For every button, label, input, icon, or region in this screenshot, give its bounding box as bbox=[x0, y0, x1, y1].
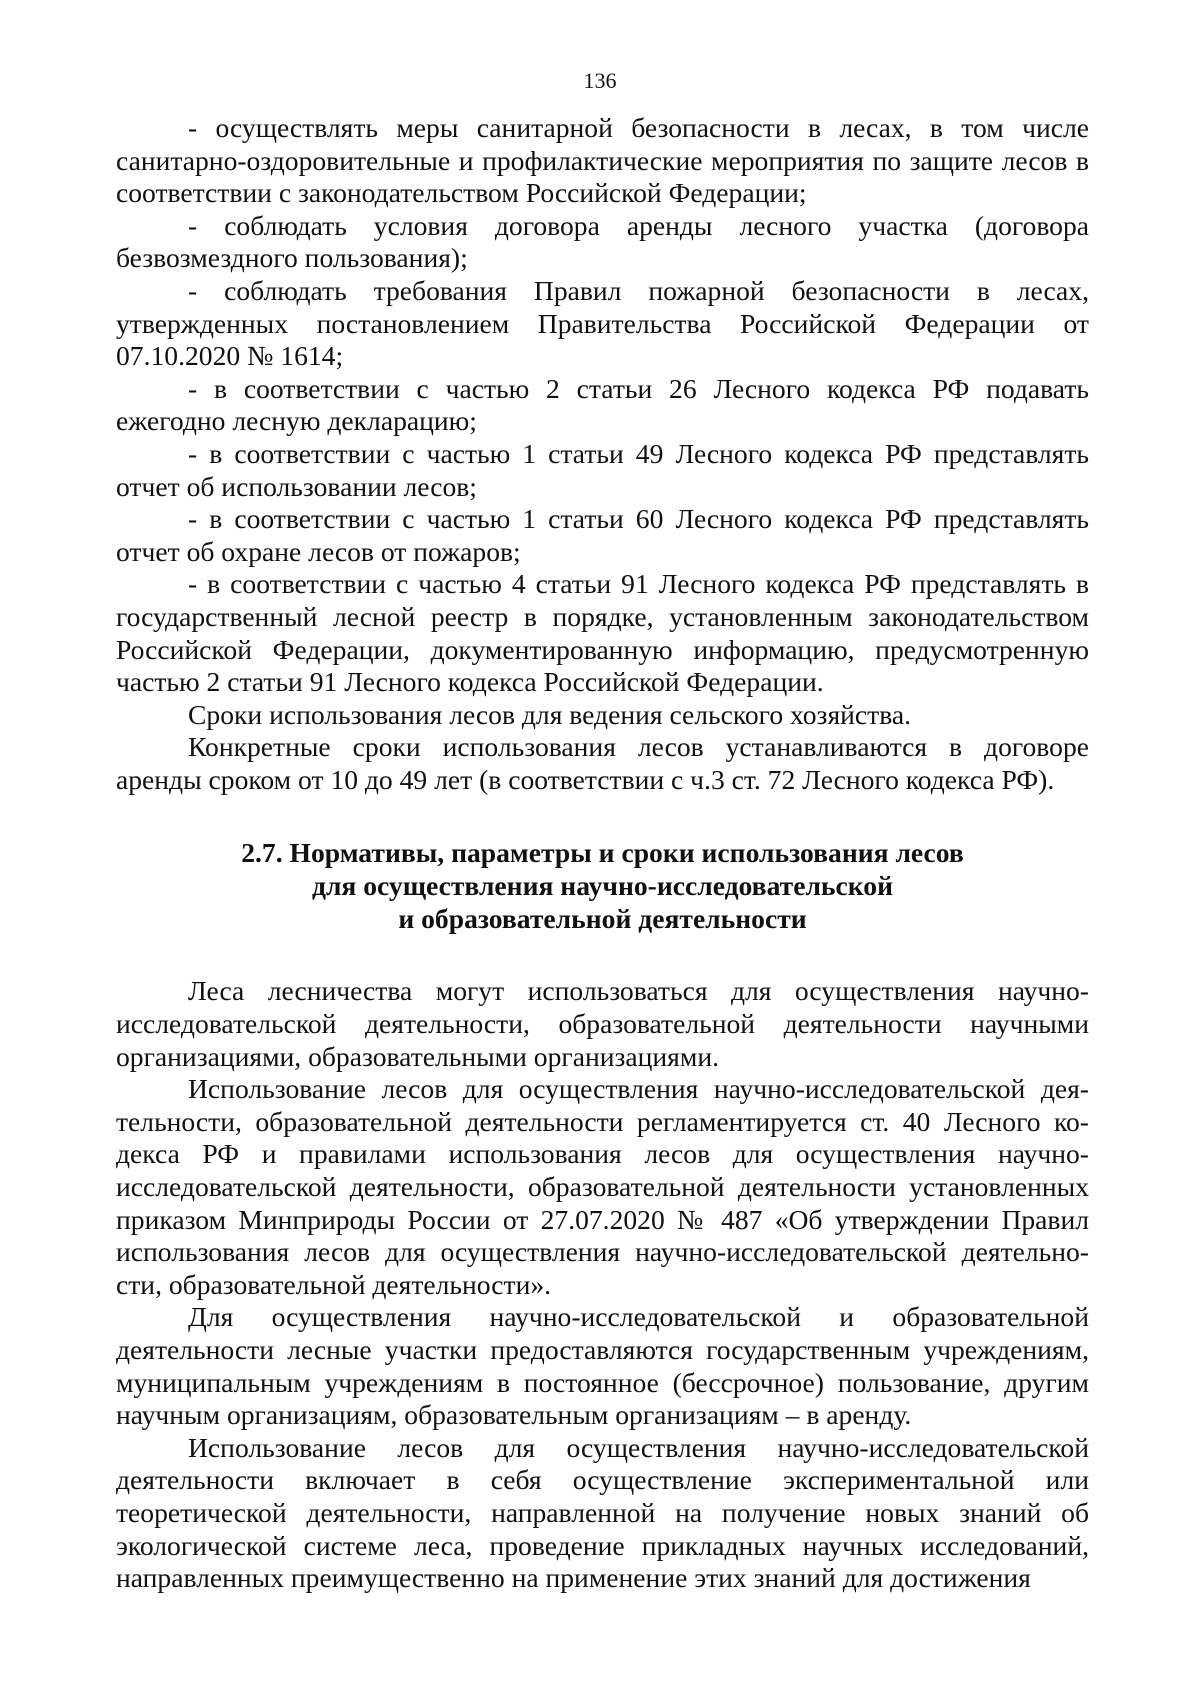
spacer bbox=[116, 796, 1089, 836]
terms-title: Сроки использования лесов для ведения сельского хозяйства. bbox=[188, 698, 912, 730]
section-paragraph: Для осуществления научно-исследовательской и образовательной деятельности лесные участки предоставляются государственным учреждениям, муниципальным учреждениям в постоянное (бессрочное) пользование, другим научным организациям, образовательным организациям – в аренду. bbox=[116, 1301, 1089, 1431]
list-item: - осуществлять меры санитарной безопасности в лесах, в том числе санитарно-оздоровительные и профилактические мероприятия по защите лесов в соответствии с законодательством Российской Федерации; bbox=[116, 112, 1089, 209]
list-item: - в соответствии с частью 1 статьи 49 Лесного кодекса РФ представлять отчет об использовании лесов; bbox=[116, 437, 1089, 502]
list-item: - в соответствии с частью 1 статьи 60 Лесного кодекса РФ представлять отчет об охране лесов от пожаров; bbox=[116, 503, 1089, 567]
document-body bbox=[116, 112, 1089, 1595]
section-paragraph: Использование лесов для осуществления научно-исследовательской деятельности включает в себя осуществление экспериментальной или теоретической деятельности, направленной на получение новых знаний об экологической системе леса, проведение прикладных научных исследований, направленных преимущественно на применение этих знаний для достижения bbox=[116, 1431, 1089, 1594]
section-heading bbox=[116, 836, 1089, 935]
section-paragraph: Леса лесничества могут использоваться для осуществления научно-исследовательской деятельности, образовательной деятельности научными организациями, образовательными организациями. bbox=[116, 975, 1089, 1072]
page-number: 136 bbox=[583, 68, 617, 93]
section-heading-line: и образовательной деятельности bbox=[398, 903, 807, 935]
list-item: - в соответствии с частью 4 статьи 91 Лесного кодекса РФ представлять в государственный лесной реестр в порядке, установленным законодательством Российской Федерации, документированную информацию, предусмотренную частью 2 статьи 91 Лесного кодекса Российской Федерации. bbox=[116, 568, 1089, 698]
list-item: - в соответствии с частью 2 статьи 26 Лесного кодекса РФ подавать ежегодно лесную декларацию; bbox=[116, 372, 1089, 437]
spacer bbox=[116, 935, 1089, 975]
terms-text: Конкретные сроки использования лесов устанавливаются в договоре аренды сроком от 10 до 49 лет (в соответствии с ч.3 ст. 72 Лесного кодекса РФ). bbox=[116, 731, 1089, 795]
list-item: - соблюдать условия договора аренды лесного участка (договора безвозмездного пользования); bbox=[116, 209, 1089, 274]
section-heading-line: 2.7. Нормативы, параметры и сроки использования лесов bbox=[241, 837, 964, 869]
list-item: - соблюдать требования Правил пожарной безопасности в лесах, утвержденных постановлением Правительства Российской Федерации от 07.10.2020 № 1614; bbox=[116, 274, 1089, 372]
section-paragraph: Использование лесов для осуществления научно-исследовательской дея-тельности, образовательной деятельности регламентируется ст. 40 Лесного ко-декса РФ и правилами использования лесов для осуществления научно-исследовательской деятельности, образовательной деятельности установленных приказом Минприроды России от 27.07.2020 № 487 «Об утверждении Правил использования лесов для осуществления научно-исследовательской деятельно-сти, образовательной деятельности». bbox=[116, 1073, 1089, 1300]
section-heading-line: для осуществления научно-исследовательской bbox=[311, 870, 894, 902]
